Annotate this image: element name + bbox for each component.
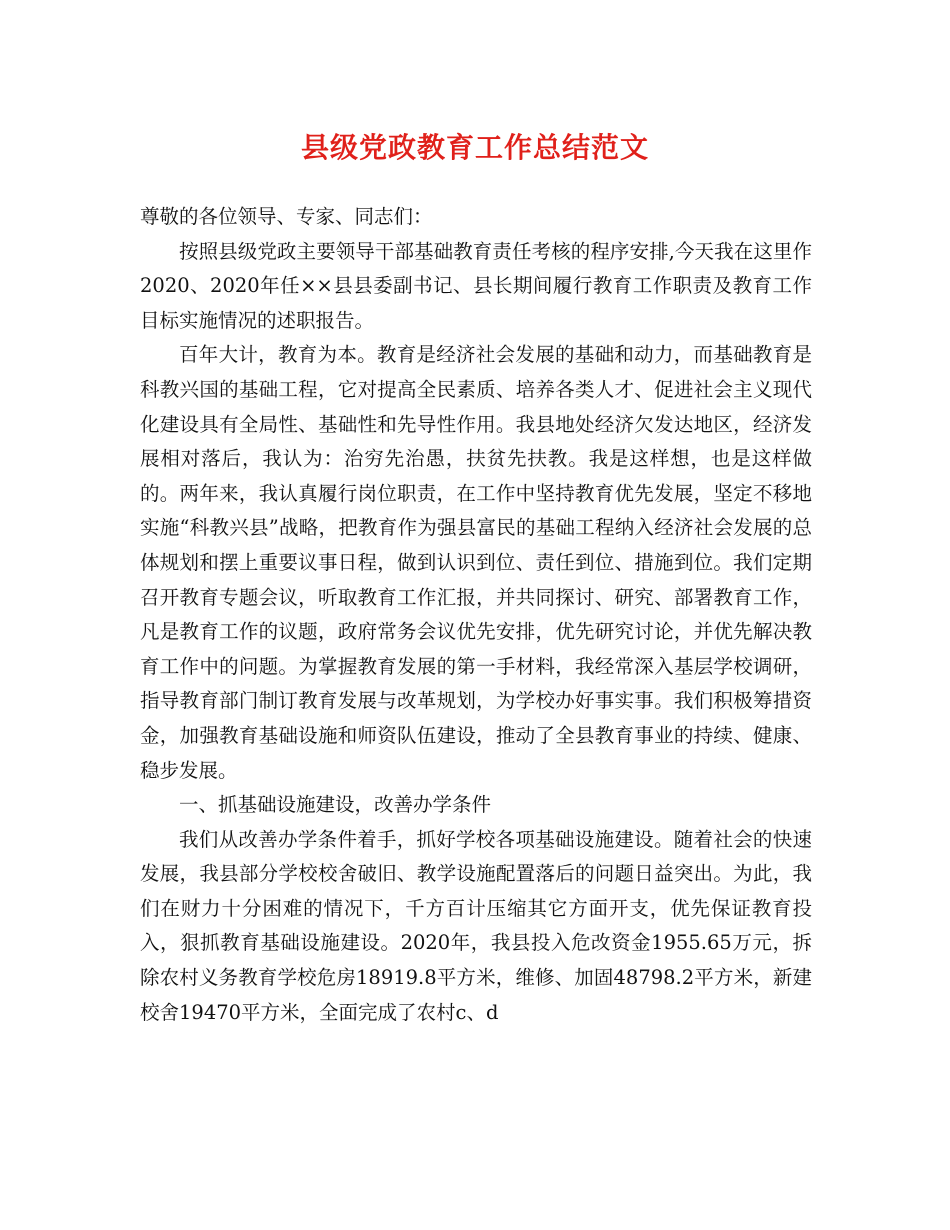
- section-heading-1: 一、抓基础设施建设，改善办学条件: [179, 793, 492, 817]
- paragraph-overview: 百年大计，教育为本。教育是经济社会发展的基础和动力，而基础教育是科教兴国的基础工程，它对提高全民素质、培养各类人才、促进社会主义现代化建设具有全局性、基础性和先导性作用。我县地处经济欠发达地区，经济发展相对落后，我认为：治穷先治愚，扶贫先扶教。我是这样想，也是这样做的。两年来，我认真履行岗位职责，在工作中坚持教育优先发展，坚定不移地实施“科教兴县”战略，把教育作为强县富民的基础工程纳入经济社会发展的总体规划和摆上重要议事日程，做到认识到位、责任到位、措施到位。我们定期召开教育专题会议，听取教育工作汇报，并共同探讨、研究、部署教育工作，凡是教育工作的议题，政府常务会议优先安排，优先研究讨论，并优先解决教育工作中的问题。为掌握教育发展的第一手材料，我经常深入基层学校调研，指导教育部门制订教育发展与改革规划，为学校办好事实事。我们积极筹措资金，加强教育基础设施和师资队伍建设，推动了全县教育事业的持续、健康、稳步发展。: [140, 343, 812, 782]
- document-body: [140, 200, 812, 1030]
- paragraph-infrastructure: 我们从改善办学条件着手，抓好学校各项基础设施建设。随着社会的快速发展，我县部分学校校舍破旧、教学设施配置落后的问题日益突出。为此，我们在财力十分困难的情况下，千方百计压缩其它方面开支，优先保证教育投入，狠抓教育基础设施建设。2020年，我县投入危改资金1955.65万元，拆除农村义务教育学校危房18919.8平方米，维修、加固48798.2平方米，新建校舍19470平方米，全面完成了农村c、d: [140, 827, 812, 1024]
- salutation: 尊敬的各位领导、专家、同志们：: [140, 205, 433, 228]
- paragraph-intro: 按照县级党政主要领导干部基础教育责任考核的程序安排,今天我在这里作2020、2020年任××县县委副书记、县长期间履行教育工作职责及教育工作目标实施情况的述职报告。: [140, 239, 812, 332]
- document-title: 县级党政教育工作总结范文: [300, 131, 649, 164]
